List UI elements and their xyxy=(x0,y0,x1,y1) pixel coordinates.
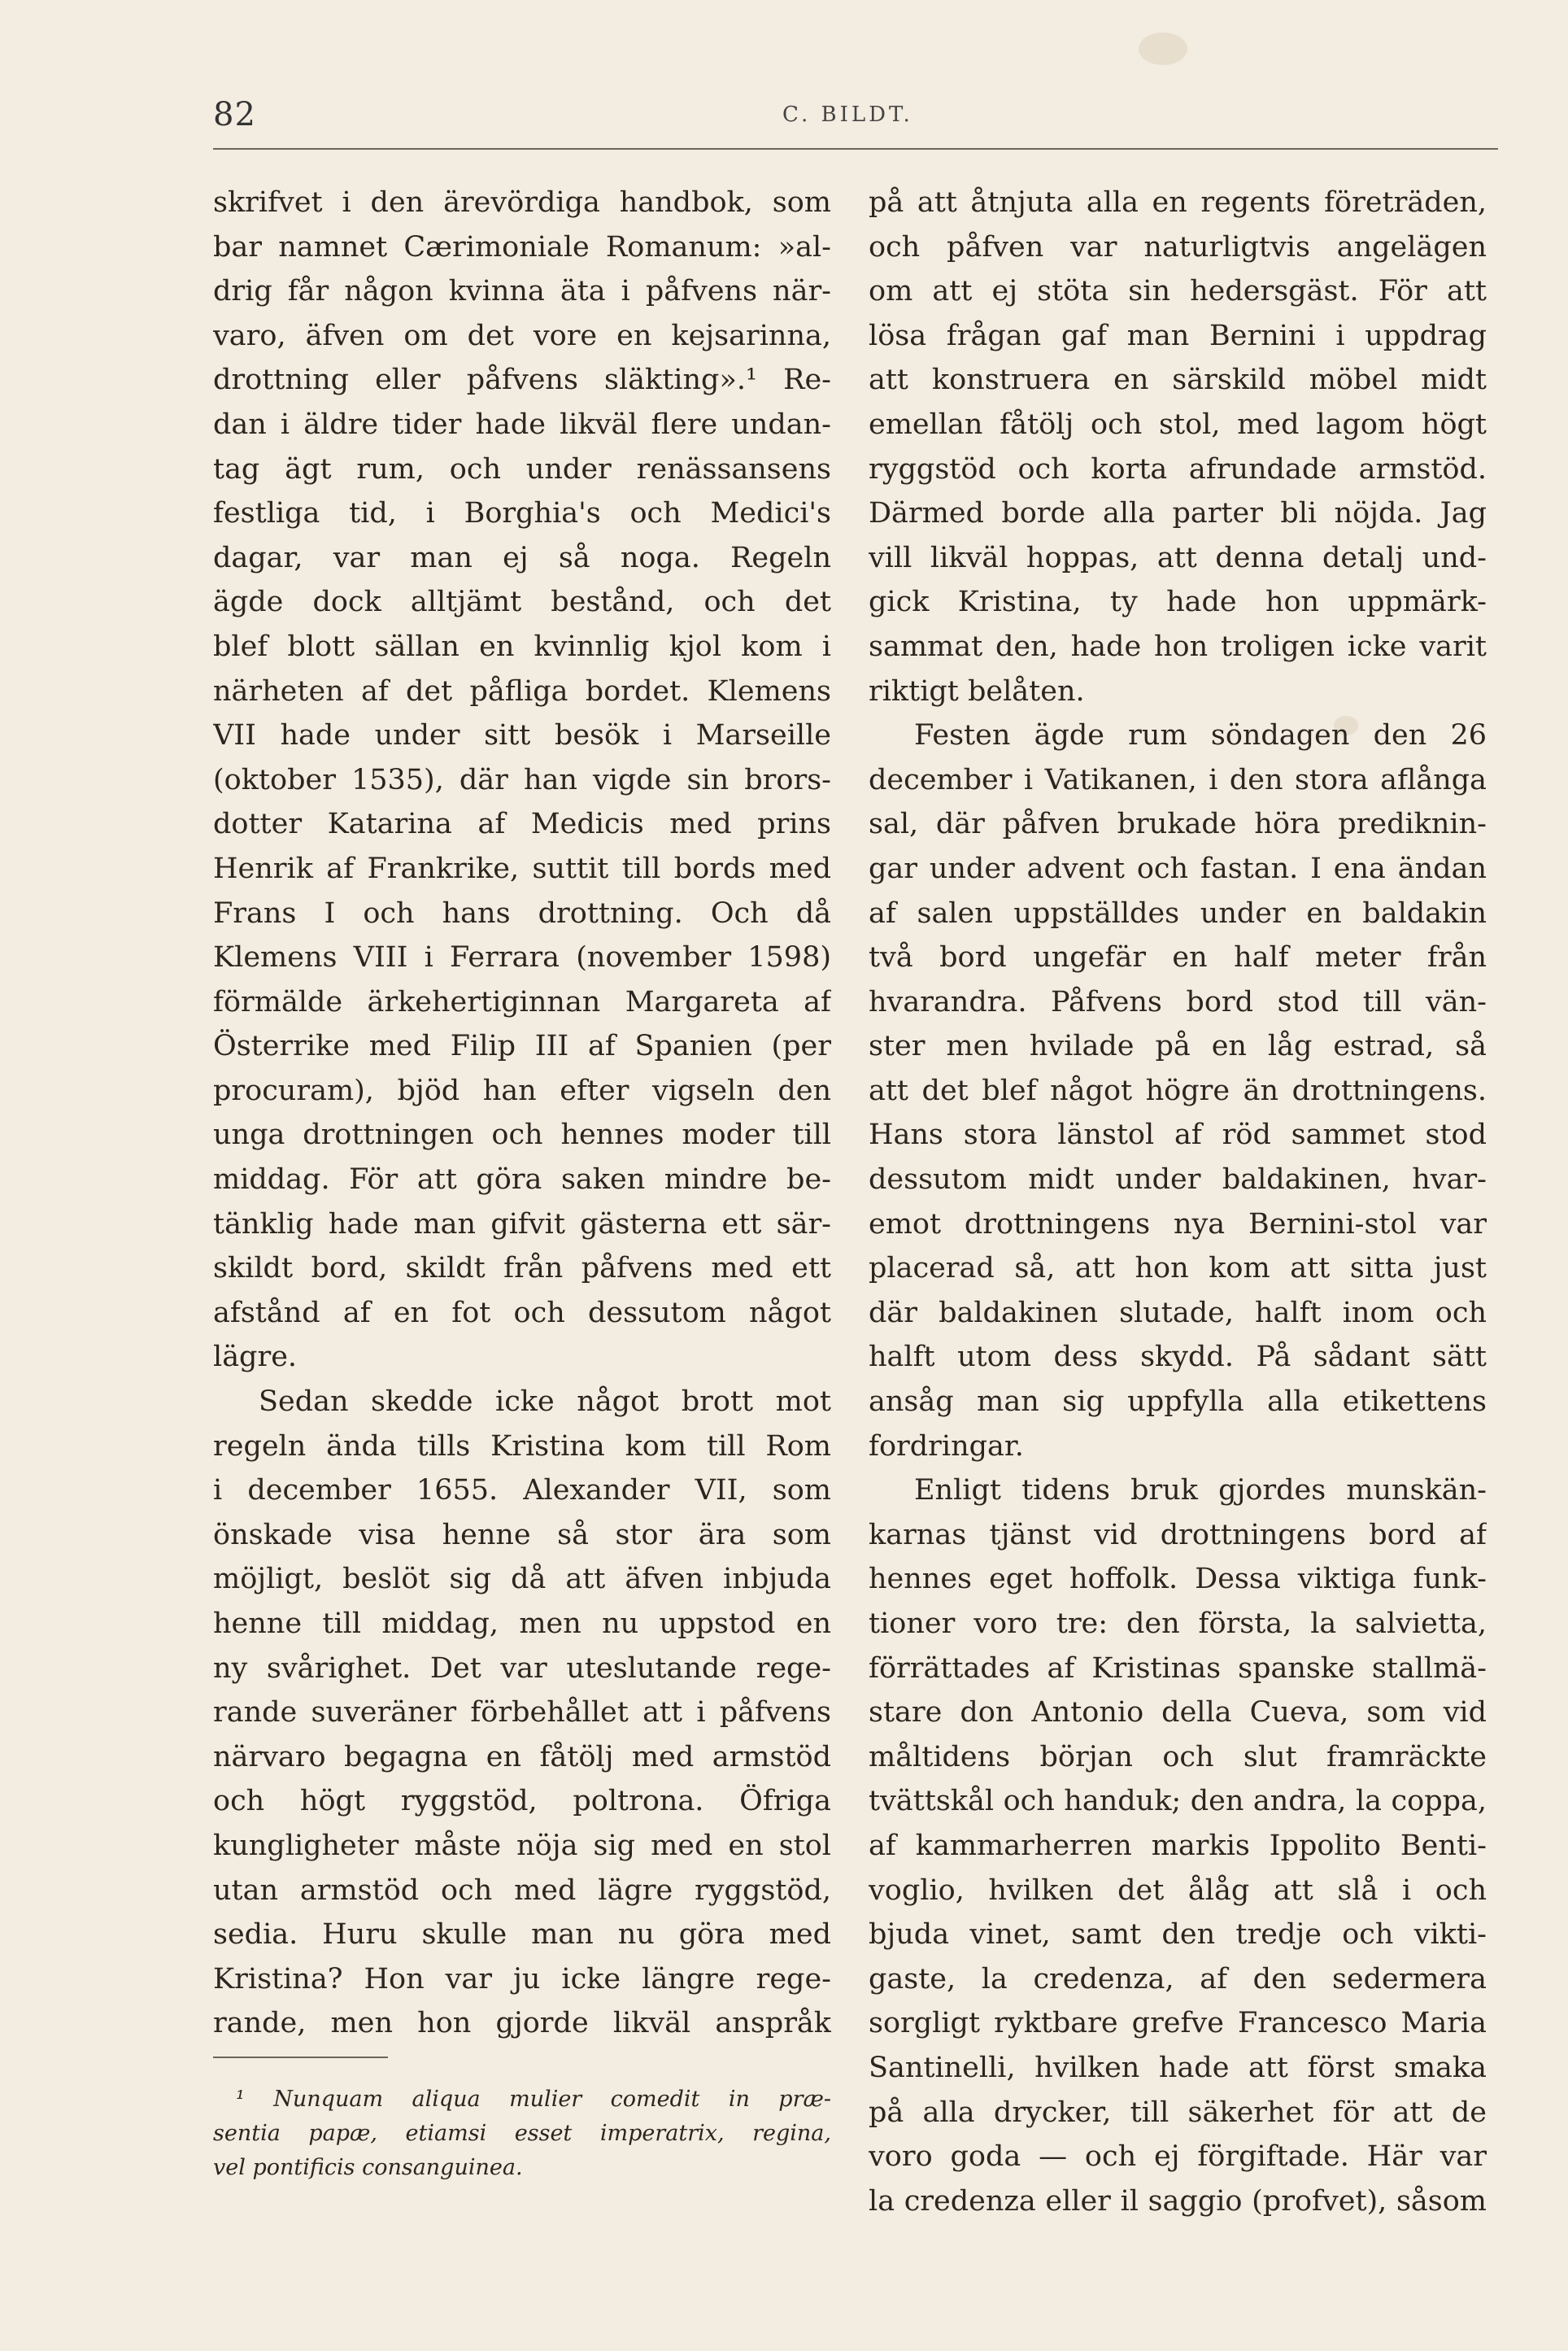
footnote xyxy=(213,2083,831,2185)
text-line: tioner voro tre: den första, la salvietta, xyxy=(869,1607,1487,1640)
text-line: (oktober 1535), där han vigde sin brors- xyxy=(213,763,831,796)
text-line: procuram), bjöd han efter vigseln den xyxy=(213,1074,831,1107)
text-line: af kammarherren markis Ippolito Benti- xyxy=(869,1829,1487,1862)
text-line: Enligt tidens bruk gjordes munskän- xyxy=(914,1474,1487,1507)
text-line: skrifvet i den ärevördiga handbok, som xyxy=(213,186,831,219)
text-line: ny svårighet. Det var uteslutande rege- xyxy=(213,1651,831,1685)
text-line: unga drottningen och hennes moder till xyxy=(213,1119,831,1152)
text-line: middag. För att göra saken mindre be- xyxy=(213,1163,831,1197)
text-line: dan i äldre tider hade likväl flere undan- xyxy=(213,408,831,441)
text-line: halft utom dess skydd. På sådant sätt xyxy=(869,1341,1487,1374)
text-line: voro goda — och ej förgiftade. Här var xyxy=(869,2140,1487,2174)
text-line: voglio, hvilken det ålåg att slå i och xyxy=(869,1873,1487,1907)
text-line: fordringar. xyxy=(869,1429,1024,1463)
text-line: lägre. xyxy=(213,1341,298,1374)
text-line: rande, men hon gjorde likväl anspråk xyxy=(213,2007,831,2040)
text-line: sammat den, hade hon troligen icke varit xyxy=(869,630,1487,663)
text-line: december i Vatikanen, i den stora aflånga xyxy=(869,763,1487,796)
text-line: på att åtnjuta alla en regents företräden, xyxy=(869,186,1487,219)
text-line: riktigt belåten. xyxy=(869,674,1085,708)
text-line: varo, äfven om det vore en kejsarinna, xyxy=(213,319,831,352)
text-line: placerad så, att hon kom att sitta just xyxy=(869,1252,1487,1285)
text-line: sedia. Huru skulle man nu göra med xyxy=(213,1918,831,1952)
text-line: Festen ägde rum söndagen den 26 xyxy=(914,719,1487,752)
text-line: vill likväl hoppas, att denna detalj und- xyxy=(869,541,1487,574)
text-line: två bord ungefär en half meter från xyxy=(869,941,1487,975)
text-line: Henrik af Frankrike, suttit till bords med xyxy=(213,852,831,885)
text-line: henne till middag, men nu uppstod en xyxy=(213,1607,831,1640)
text-line: Santinelli, hvilken hade att först smaka xyxy=(869,2051,1487,2084)
text-line: Därmed borde alla parter bli nöjda. Jag xyxy=(869,497,1487,530)
left-column xyxy=(213,181,831,2046)
text-line: blef blott sällan en kvinnlig kjol kom i xyxy=(213,630,831,663)
text-line: gick Kristina, ty hade hon uppmärk- xyxy=(869,586,1487,619)
text-line: VII hade under sitt besök i Marseille xyxy=(213,719,831,752)
text-line: emot drottningens nya Bernini-stol var xyxy=(869,1207,1487,1241)
text-line: tvättskål och handuk; den andra, la coppa, xyxy=(869,1785,1487,1818)
text-line: och högt ryggstöd, poltrona. Öfriga xyxy=(213,1785,831,1818)
text-line: möjligt, beslöt sig då att äfven inbjuda xyxy=(213,1563,831,1596)
text-line: sal, där påfven brukade höra prediknin- xyxy=(869,808,1487,841)
text-line: festliga tid, i Borghia's och Medici's xyxy=(213,497,831,530)
text-line: dagar, var man ej så noga. Regeln xyxy=(213,541,831,574)
text-line: hennes eget hoffolk. Dessa viktiga funk- xyxy=(869,1563,1487,1596)
text-line: Frans I och hans drottning. Och då xyxy=(213,896,831,930)
footnote-line: ¹ Nunquam aliqua mulier comedit in præ- xyxy=(236,2087,831,2112)
text-line: rande suveräner förbehållet att i påfvens xyxy=(213,1696,831,1729)
text-line: Kristina? Hon var ju icke längre rege- xyxy=(213,1962,831,1996)
text-line: måltidens början och slut framräckte xyxy=(869,1740,1487,1773)
text-line: att det blef något högre än drottningens. xyxy=(869,1074,1487,1107)
text-line: ägde dock alltjämt bestånd, och det xyxy=(213,586,831,619)
text-line: ster men hvilade på en låg estrad, så xyxy=(869,1030,1487,1063)
text-line: emellan fåtölj och stol, med lagom högt xyxy=(869,408,1487,441)
running-head: C. BILDT. xyxy=(782,103,913,127)
text-line: Sedan skedde icke något brott mot xyxy=(259,1385,831,1419)
text-line: skildt bord, skildt från påfvens med ett xyxy=(213,1252,831,1285)
text-line: af salen uppställdes under en baldakin xyxy=(869,896,1487,930)
footnote-line: sentia papæ, etiamsi esset imperatrix, regina, xyxy=(213,2121,831,2146)
text-line: drig får någon kvinna äta i påfvens när- xyxy=(213,275,831,308)
page-header xyxy=(213,96,1498,145)
text-line: kungligheter måste nöja sig med en stol xyxy=(213,1829,831,1862)
text-line: Klemens VIII i Ferrara (november 1598) xyxy=(213,941,831,975)
text-line: Österrike med Filip III af Spanien (per xyxy=(213,1030,831,1063)
footnote-rule xyxy=(213,2057,388,2058)
text-line: närheten af det påfliga bordet. Klemens xyxy=(213,674,831,708)
text-line: tänklig hade man gifvit gästerna ett sär- xyxy=(213,1207,831,1241)
text-line: bjuda vinet, samt den tredje och vikti- xyxy=(869,1918,1487,1952)
text-line: dotter Katarina af Medicis med prins xyxy=(213,808,831,841)
text-line: i december 1655. Alexander VII, som xyxy=(213,1474,831,1507)
text-line: gaste, la credenza, af den sedermera xyxy=(869,1962,1487,1996)
text-line: ansåg man sig uppfylla alla etikettens xyxy=(869,1385,1487,1419)
text-line: drottning eller påfvens släkting».¹ Re- xyxy=(213,364,831,397)
text-line: om att ej stöta sin hedersgäst. För att xyxy=(869,275,1487,308)
text-line: förmälde ärkehertiginnan Margareta af xyxy=(213,985,831,1018)
text-line: närvaro begagna en fåtölj med armstöd xyxy=(213,1740,831,1773)
text-line: dessutom midt under baldakinen, hvar- xyxy=(869,1163,1487,1197)
text-line: att konstruera en särskild möbel midt xyxy=(869,364,1487,397)
text-line: karnas tjänst vid drottningens bord af xyxy=(869,1518,1487,1551)
text-line: där baldakinen slutade, halft inom och xyxy=(869,1296,1487,1329)
text-line: lösa frågan gaf man Bernini i uppdrag xyxy=(869,319,1487,352)
page-number: 82 xyxy=(213,96,256,133)
text-line: ryggstöd och korta afrundade armstöd. xyxy=(869,452,1487,486)
header-rule xyxy=(213,148,1498,150)
text-line: förrättades af Kristinas spanske stallmä- xyxy=(869,1651,1487,1685)
text-line: afstånd af en fot och dessutom något xyxy=(213,1296,831,1329)
paper-stain xyxy=(1139,33,1187,65)
text-line: önskade visa henne så stor ära som xyxy=(213,1518,831,1551)
text-line: la credenza eller il saggio (profvet), såsom xyxy=(869,2184,1487,2218)
text-line: stare don Antonio della Cueva, som vid xyxy=(869,1696,1487,1729)
text-line: på alla drycker, till säkerhet för att de xyxy=(869,2096,1487,2129)
text-line: sorgligt ryktbare grefve Francesco Maria xyxy=(869,2007,1487,2040)
text-line: gar under advent och fastan. I ena ändan xyxy=(869,852,1487,885)
text-line: tag ägt rum, och under renässansens xyxy=(213,452,831,486)
text-line: och påfven var naturligtvis angelägen xyxy=(869,230,1487,264)
text-line: regeln ända tills Kristina kom till Rom xyxy=(213,1429,831,1463)
text-line: hvarandra. Påfvens bord stod till vän- xyxy=(869,985,1487,1018)
right-column xyxy=(869,181,1487,2223)
footnote-line: vel pontificis consanguinea. xyxy=(213,2155,523,2180)
text-line: utan armstöd och med lägre ryggstöd, xyxy=(213,1873,831,1907)
text-line: bar namnet Cærimoniale Romanum: »al- xyxy=(213,230,831,264)
text-line: Hans stora länstol af röd sammet stod xyxy=(869,1119,1487,1152)
